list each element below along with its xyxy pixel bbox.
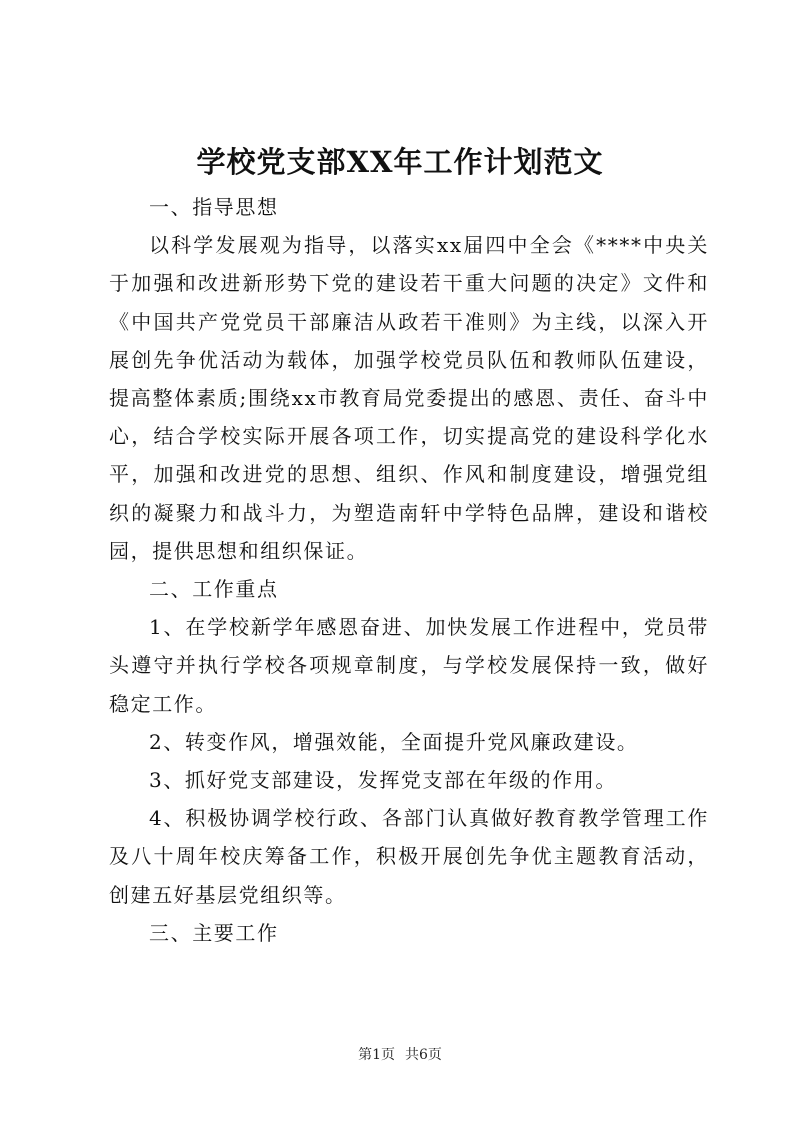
document-title: 学校党支部XX年工作计划范文 (196, 145, 604, 179)
page-footer (0, 1045, 800, 1065)
section-heading-guiding-ideology: 一、指导思想 (149, 195, 279, 219)
page-number: 第1页 (358, 1047, 395, 1063)
paragraph-work-focus-2: 2、转变作风，增强效能，全面提升党风廉政建设。 (149, 729, 639, 754)
paragraph-work-focus-1: 1、在学校新学年感恩奋进、加快发展工作进程中，党员带头遵守并执行学校各项规章制度，与学校发展保持一致，做好稳定工作。 (109, 615, 709, 716)
section-heading-main-work: 三、主要工作 (149, 920, 279, 945)
section-heading-work-focus: 二、工作重点 (149, 577, 279, 602)
paragraph-work-focus-4: 4、积极协调学校行政、各部门认真做好教育教学管理工作及八十周年校庆筹备工作，积极开展创先争优主题教育活动，创建五好基层党组织等。 (109, 806, 709, 907)
paragraph-work-focus-3: 3、抓好党支部建设，发挥党支部在年级的作用。 (149, 768, 617, 793)
paragraph-guiding-ideology: 以科学发展观为指导，以落实xx届四中全会《****中央关于加强和改进新形势下党的建设若干重大问题的决定》文件和《中国共产党党员干部廉洁从政若干准则》为主线，以深入开展创先争优活动为载体，加强学校党员队伍和教师队伍建设，提高整体素质;围绕xx市教育局党委提出的感恩、责任、奋斗中心，结合学校实际开展各项工作，切实提高党的建设科学化水平，加强和改进党的思想、组织、作风和制度建设，增强党组织的凝聚力和战斗力，为塑造南轩中学特色品牌，建设和谐校园，提供思想和组织保证。 (109, 233, 709, 563)
page-total: 共6页 (405, 1047, 442, 1063)
document-body (109, 188, 709, 952)
